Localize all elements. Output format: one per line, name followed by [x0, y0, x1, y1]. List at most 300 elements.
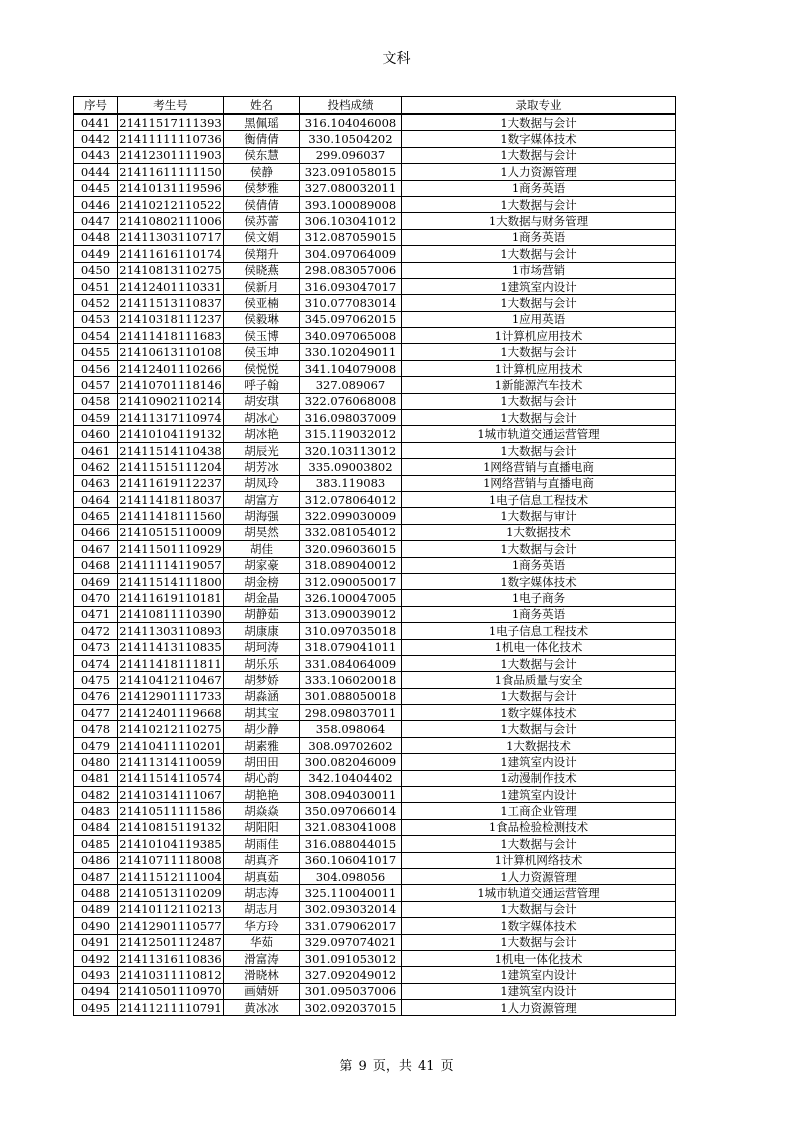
table-row	[74, 410, 676, 426]
cell-name: 侯晓燕	[224, 262, 300, 278]
cell-seq: 0486	[74, 852, 118, 868]
cell-exam-id: 21411317110974	[119, 410, 222, 425]
cell-seq: 0477	[74, 705, 118, 721]
cell-exam-id: 21411514111800	[119, 574, 222, 589]
cell-seq: 0474	[74, 655, 118, 671]
cell-major: 1大数据与会计	[402, 688, 676, 704]
table-row	[74, 606, 676, 622]
table-row	[74, 344, 676, 360]
cell-major: 1数字媒体技术	[402, 573, 676, 589]
cell-name: 胡家豪	[224, 557, 300, 573]
table-row	[74, 180, 676, 196]
cell-major: 1机电一体化技术	[402, 950, 676, 966]
cell-exam-id: 21410802111006	[119, 214, 222, 229]
table-row	[74, 196, 676, 212]
cell-exam-id: 21410318111237	[119, 312, 222, 327]
cell-score: 320.096036015	[300, 541, 402, 557]
table-row	[74, 295, 676, 311]
table-row	[74, 131, 676, 147]
cell-name: 胡昊然	[224, 524, 300, 540]
cell-major: 1建筑室内设计	[402, 983, 676, 999]
cell-name: 胡康康	[224, 623, 300, 639]
cell-name: 胡凤玲	[224, 475, 300, 491]
cell-exam-id: 21410131119596	[119, 181, 222, 196]
cell-name: 侯东慧	[224, 147, 300, 163]
cell-major: 1商务英语	[402, 180, 676, 196]
cell-major: 1大数据与会计	[402, 655, 676, 671]
table-row	[74, 918, 676, 934]
table-row	[74, 803, 676, 819]
cell-major: 1大数据技术	[402, 737, 676, 753]
cell-seq: 0471	[74, 606, 118, 622]
table-row	[74, 147, 676, 163]
cell-exam-id: 21411512111004	[119, 869, 222, 884]
cell-exam-id: 21411619110181	[119, 591, 222, 606]
cell-major: 1数字媒体技术	[402, 918, 676, 934]
cell-seq: 0463	[74, 475, 118, 491]
cell-exam-id: 21411517111393	[119, 115, 222, 130]
cell-exam-id: 21411418111683	[119, 328, 222, 343]
table-row	[74, 262, 676, 278]
cell-seq: 0456	[74, 360, 118, 376]
admission-table	[73, 96, 676, 1016]
cell-score: 332.081054012	[300, 524, 402, 540]
cell-exam-id: 21411314110059	[119, 754, 222, 769]
column-header-seq: 序号	[74, 97, 118, 115]
cell-score: 329.097074021	[300, 934, 402, 950]
cell-name: 胡少静	[224, 721, 300, 737]
cell-name: 胡梦娇	[224, 672, 300, 688]
cell-major: 1大数据与审计	[402, 508, 676, 524]
column-header-name: 姓名	[224, 97, 300, 115]
cell-name: 侯玉博	[224, 328, 300, 344]
cell-seq: 0442	[74, 131, 118, 147]
cell-seq: 0455	[74, 344, 118, 360]
cell-score: 358.098064	[300, 721, 402, 737]
cell-major: 1大数据与会计	[402, 836, 676, 852]
cell-seq: 0458	[74, 393, 118, 409]
cell-score: 331.079062017	[300, 918, 402, 934]
table-row	[74, 508, 676, 524]
cell-seq: 0469	[74, 573, 118, 589]
cell-major: 1商务英语	[402, 606, 676, 622]
cell-exam-id: 21410104119132	[119, 427, 222, 442]
cell-seq: 0446	[74, 196, 118, 212]
cell-score: 304.098056	[300, 868, 402, 884]
cell-exam-id: 21411418118037	[119, 492, 222, 507]
table-row	[74, 885, 676, 901]
cell-seq: 0487	[74, 868, 118, 884]
cell-major: 1大数据与会计	[402, 721, 676, 737]
table-row	[74, 901, 676, 917]
cell-major: 1大数据与会计	[402, 246, 676, 262]
cell-seq: 0467	[74, 541, 118, 557]
cell-name: 呼子翰	[224, 377, 300, 393]
cell-exam-id: 21410811110390	[119, 607, 222, 622]
cell-score: 322.099030009	[300, 508, 402, 524]
cell-score: 322.076068008	[300, 393, 402, 409]
cell-exam-id: 21411501110929	[119, 541, 222, 556]
page-title: 文科	[382, 51, 411, 67]
cell-seq: 0448	[74, 229, 118, 245]
cell-name: 胡金榜	[224, 573, 300, 589]
cell-exam-id: 21410613110108	[119, 345, 222, 360]
table-row	[74, 246, 676, 262]
cell-major: 1城市轨道交通运营管理	[402, 426, 676, 442]
cell-name: 胡珂涛	[224, 639, 300, 655]
cell-seq: 0462	[74, 459, 118, 475]
cell-major: 1数字媒体技术	[402, 131, 676, 147]
cell-name: 胡富方	[224, 491, 300, 507]
table-row	[74, 950, 676, 966]
cell-name: 侯毅琳	[224, 311, 300, 327]
cell-exam-id: 21410501110970	[119, 984, 222, 999]
cell-exam-id: 21411515111204	[119, 459, 222, 474]
cell-major: 1新能源汽车技术	[402, 377, 676, 393]
cell-seq: 0493	[74, 967, 118, 983]
cell-seq: 0489	[74, 901, 118, 917]
cell-exam-id: 21410701118146	[119, 377, 222, 392]
cell-exam-id: 21412301111903	[119, 148, 222, 163]
cell-name: 胡志月	[224, 901, 300, 917]
cell-name: 胡辰光	[224, 442, 300, 458]
table-row	[74, 787, 676, 803]
cell-name: 滑富涛	[224, 950, 300, 966]
cell-major: 1网络营销与直播电商	[402, 475, 676, 491]
cell-major: 1大数据与财务管理	[402, 213, 676, 229]
cell-name: 侯梦雅	[224, 180, 300, 196]
cell-name: 侯亚楠	[224, 295, 300, 311]
cell-major: 1动漫制作技术	[402, 770, 676, 786]
table-row	[74, 360, 676, 376]
cell-exam-id: 21411303110893	[119, 623, 222, 638]
cell-name: 滑晓林	[224, 967, 300, 983]
cell-score: 321.083041008	[300, 819, 402, 835]
cell-score: 298.083057006	[300, 262, 402, 278]
table-row	[74, 770, 676, 786]
cell-exam-id: 21411211110791	[119, 1000, 222, 1015]
cell-exam-id: 21410511111586	[119, 804, 222, 819]
cell-name: 胡冰艳	[224, 426, 300, 442]
cell-exam-id: 21411418111811	[119, 656, 222, 671]
cell-major: 1建筑室内设计	[402, 787, 676, 803]
cell-seq: 0466	[74, 524, 118, 540]
column-header-exam-id: 考生号	[118, 97, 224, 115]
cell-seq: 0495	[74, 1000, 118, 1016]
cell-seq: 0452	[74, 295, 118, 311]
cell-name: 胡真茹	[224, 868, 300, 884]
cell-score: 301.095037006	[300, 983, 402, 999]
cell-seq: 0451	[74, 278, 118, 294]
cell-major: 1食品质量与安全	[402, 672, 676, 688]
cell-seq: 0454	[74, 328, 118, 344]
cell-major: 1网络营销与直播电商	[402, 459, 676, 475]
cell-exam-id: 21412901110577	[119, 918, 222, 933]
cell-seq: 0464	[74, 491, 118, 507]
cell-exam-id: 21411413110835	[119, 640, 222, 655]
table-row	[74, 459, 676, 475]
cell-score: 308.09702602	[300, 737, 402, 753]
cell-major: 1大数据与会计	[402, 410, 676, 426]
cell-exam-id: 21411303110717	[119, 230, 222, 245]
cell-major: 1工商企业管理	[402, 803, 676, 819]
cell-exam-id: 21411514110438	[119, 443, 222, 458]
cell-exam-id: 21410711118008	[119, 853, 222, 868]
cell-seq: 0476	[74, 688, 118, 704]
cell-score: 312.078064012	[300, 491, 402, 507]
cell-score: 310.077083014	[300, 295, 402, 311]
table-row	[74, 426, 676, 442]
table-row	[74, 524, 676, 540]
cell-seq: 0470	[74, 590, 118, 606]
cell-name: 侯文娟	[224, 229, 300, 245]
cell-score: 310.097035018	[300, 623, 402, 639]
cell-exam-id: 21410515110009	[119, 525, 222, 540]
cell-exam-id: 21410902110214	[119, 394, 222, 409]
cell-name: 侯静	[224, 164, 300, 180]
cell-name: 侯倩倩	[224, 196, 300, 212]
table-row	[74, 852, 676, 868]
cell-major: 1大数据与会计	[402, 344, 676, 360]
cell-exam-id: 21411316110836	[119, 951, 222, 966]
cell-exam-id: 21411114119057	[119, 558, 222, 573]
table-header-row	[74, 97, 676, 115]
cell-name: 侯翔升	[224, 246, 300, 262]
cell-major: 1应用英语	[402, 311, 676, 327]
cell-major: 1商务英语	[402, 557, 676, 573]
cell-score: 345.097062015	[300, 311, 402, 327]
cell-exam-id: 21410311110812	[119, 968, 222, 982]
table-body	[74, 114, 676, 1016]
cell-score: 298.098037011	[300, 705, 402, 721]
cell-seq: 0449	[74, 246, 118, 262]
cell-score: 316.104046008	[300, 114, 402, 131]
cell-major: 1大数据与会计	[402, 901, 676, 917]
cell-seq: 0459	[74, 410, 118, 426]
table-row	[74, 573, 676, 589]
cell-seq: 0494	[74, 983, 118, 999]
table-row	[74, 442, 676, 458]
table-row	[74, 590, 676, 606]
cell-name: 华茹	[224, 934, 300, 950]
cell-score: 315.119032012	[300, 426, 402, 442]
table-row	[74, 328, 676, 344]
cell-score: 301.088050018	[300, 688, 402, 704]
cell-exam-id: 21411619112237	[119, 476, 222, 491]
cell-seq: 0485	[74, 836, 118, 852]
cell-exam-id: 21411111110736	[119, 132, 222, 147]
cell-seq: 0461	[74, 442, 118, 458]
table-row	[74, 229, 676, 245]
cell-seq: 0475	[74, 672, 118, 688]
cell-major: 1建筑室内设计	[402, 967, 676, 983]
cell-score: 313.090039012	[300, 606, 402, 622]
cell-seq: 0478	[74, 721, 118, 737]
cell-name: 胡芳冰	[224, 459, 300, 475]
cell-score: 318.089040012	[300, 557, 402, 573]
cell-seq: 0465	[74, 508, 118, 524]
cell-exam-id: 21411514110574	[119, 771, 222, 786]
cell-exam-id: 21410412110467	[119, 672, 222, 687]
cell-score: 335.09003802	[300, 459, 402, 475]
table-row	[74, 836, 676, 852]
cell-major: 1人力资源管理	[402, 868, 676, 884]
cell-score: 323.091058015	[300, 164, 402, 180]
cell-exam-id: 21410112110213	[119, 902, 222, 917]
cell-name: 侯悦悦	[224, 360, 300, 376]
cell-score: 304.097064009	[300, 246, 402, 262]
cell-seq: 0447	[74, 213, 118, 229]
cell-name: 胡田田	[224, 754, 300, 770]
table-row	[74, 819, 676, 835]
cell-exam-id: 21411616110174	[119, 246, 222, 261]
cell-exam-id: 21410815119132	[119, 820, 222, 835]
cell-major: 1城市轨道交通运营管理	[402, 885, 676, 901]
table-row	[74, 754, 676, 770]
cell-exam-id: 21410411110201	[119, 738, 222, 753]
cell-major: 1计算机应用技术	[402, 328, 676, 344]
cell-score: 302.093032014	[300, 901, 402, 917]
cell-score: 350.097066014	[300, 803, 402, 819]
cell-major: 1电子商务	[402, 590, 676, 606]
cell-score: 308.094030011	[300, 787, 402, 803]
cell-name: 胡雨佳	[224, 836, 300, 852]
cell-major: 1人力资源管理	[402, 1000, 676, 1016]
cell-major: 1大数据与会计	[402, 295, 676, 311]
cell-name: 胡焱焱	[224, 803, 300, 819]
cell-score: 318.079041011	[300, 639, 402, 655]
cell-score: 330.10504202	[300, 131, 402, 147]
cell-major: 1建筑室内设计	[402, 754, 676, 770]
cell-name: 胡佳	[224, 541, 300, 557]
cell-seq: 0457	[74, 377, 118, 393]
cell-major: 1建筑室内设计	[402, 278, 676, 294]
cell-seq: 0490	[74, 918, 118, 934]
cell-seq: 0453	[74, 311, 118, 327]
cell-score: 325.110040011	[300, 885, 402, 901]
cell-major: 1大数据与会计	[402, 147, 676, 163]
page-footer: 第 9 页，共 41 页	[339, 1059, 454, 1074]
cell-major: 1大数据与会计	[402, 541, 676, 557]
table-row	[74, 655, 676, 671]
cell-major: 1大数据与会计	[402, 442, 676, 458]
cell-seq: 0479	[74, 737, 118, 753]
cell-name: 画婧妍	[224, 983, 300, 999]
cell-major: 1计算机应用技术	[402, 360, 676, 376]
cell-score: 333.106020018	[300, 672, 402, 688]
cell-seq: 0441	[74, 114, 118, 131]
cell-score: 320.103113012	[300, 442, 402, 458]
cell-name: 胡静茹	[224, 606, 300, 622]
cell-exam-id: 21412401119668	[119, 705, 222, 720]
cell-name: 胡乐乐	[224, 655, 300, 671]
cell-major: 1电子信息工程技术	[402, 491, 676, 507]
table-row	[74, 639, 676, 655]
cell-name: 黑佩瑶	[224, 114, 300, 131]
cell-major: 1大数据与会计	[402, 114, 676, 131]
cell-score: 326.100047005	[300, 590, 402, 606]
cell-score: 312.087059015	[300, 229, 402, 245]
cell-score: 306.103041012	[300, 213, 402, 229]
cell-name: 衡倩倩	[224, 131, 300, 147]
cell-name: 胡金晶	[224, 590, 300, 606]
cell-score: 316.098037009	[300, 410, 402, 426]
cell-score: 316.093047017	[300, 278, 402, 294]
table-row	[74, 983, 676, 999]
table-row	[74, 541, 676, 557]
cell-exam-id: 21410813110275	[119, 263, 222, 278]
cell-name: 侯玉坤	[224, 344, 300, 360]
cell-major: 1机电一体化技术	[402, 639, 676, 655]
cell-exam-id: 21410212110275	[119, 722, 222, 737]
table-row	[74, 164, 676, 180]
cell-seq: 0484	[74, 819, 118, 835]
table-row	[74, 705, 676, 721]
cell-score: 300.082046009	[300, 754, 402, 770]
cell-seq: 0483	[74, 803, 118, 819]
cell-seq: 0443	[74, 147, 118, 163]
table-row	[74, 377, 676, 393]
cell-major: 1大数据技术	[402, 524, 676, 540]
table-row	[74, 967, 676, 983]
cell-name: 胡冰心	[224, 410, 300, 426]
table-row	[74, 672, 676, 688]
cell-seq: 0450	[74, 262, 118, 278]
table-row	[74, 475, 676, 491]
cell-major: 1食品检验检测技术	[402, 819, 676, 835]
cell-name: 黄冰冰	[224, 1000, 300, 1016]
cell-name: 胡素雅	[224, 737, 300, 753]
table-row	[74, 934, 676, 950]
cell-seq: 0488	[74, 885, 118, 901]
cell-exam-id: 21410212110522	[119, 197, 222, 212]
cell-seq: 0444	[74, 164, 118, 180]
cell-score: 312.090050017	[300, 573, 402, 589]
cell-name: 胡淼涵	[224, 688, 300, 704]
cell-score: 340.097065008	[300, 328, 402, 344]
column-header-major: 录取专业	[402, 97, 676, 115]
cell-major: 1计算机网络技术	[402, 852, 676, 868]
cell-score: 301.091053012	[300, 950, 402, 966]
table-row	[74, 393, 676, 409]
cell-seq: 0445	[74, 180, 118, 196]
cell-major: 1电子信息工程技术	[402, 623, 676, 639]
table-row	[74, 491, 676, 507]
cell-major: 1市场营销	[402, 262, 676, 278]
column-header-score: 投档成绩	[300, 97, 402, 115]
cell-name: 胡真齐	[224, 852, 300, 868]
cell-major: 1大数据与会计	[402, 393, 676, 409]
table-row	[74, 737, 676, 753]
cell-score: 331.084064009	[300, 655, 402, 671]
cell-name: 胡其宝	[224, 705, 300, 721]
cell-exam-id: 21410513110209	[119, 886, 222, 901]
cell-score: 327.089067	[300, 377, 402, 393]
cell-major: 1人力资源管理	[402, 164, 676, 180]
cell-name: 华方玲	[224, 918, 300, 934]
cell-exam-id: 21410104119385	[119, 836, 222, 851]
cell-name: 侯新月	[224, 278, 300, 294]
table-row	[74, 114, 676, 131]
cell-seq: 0472	[74, 623, 118, 639]
cell-score: 299.096037	[300, 147, 402, 163]
cell-seq: 0460	[74, 426, 118, 442]
cell-seq: 0468	[74, 557, 118, 573]
cell-name: 侯苏蕾	[224, 213, 300, 229]
cell-seq: 0491	[74, 934, 118, 950]
cell-score: 360.106041017	[300, 852, 402, 868]
cell-name: 胡阳阳	[224, 819, 300, 835]
